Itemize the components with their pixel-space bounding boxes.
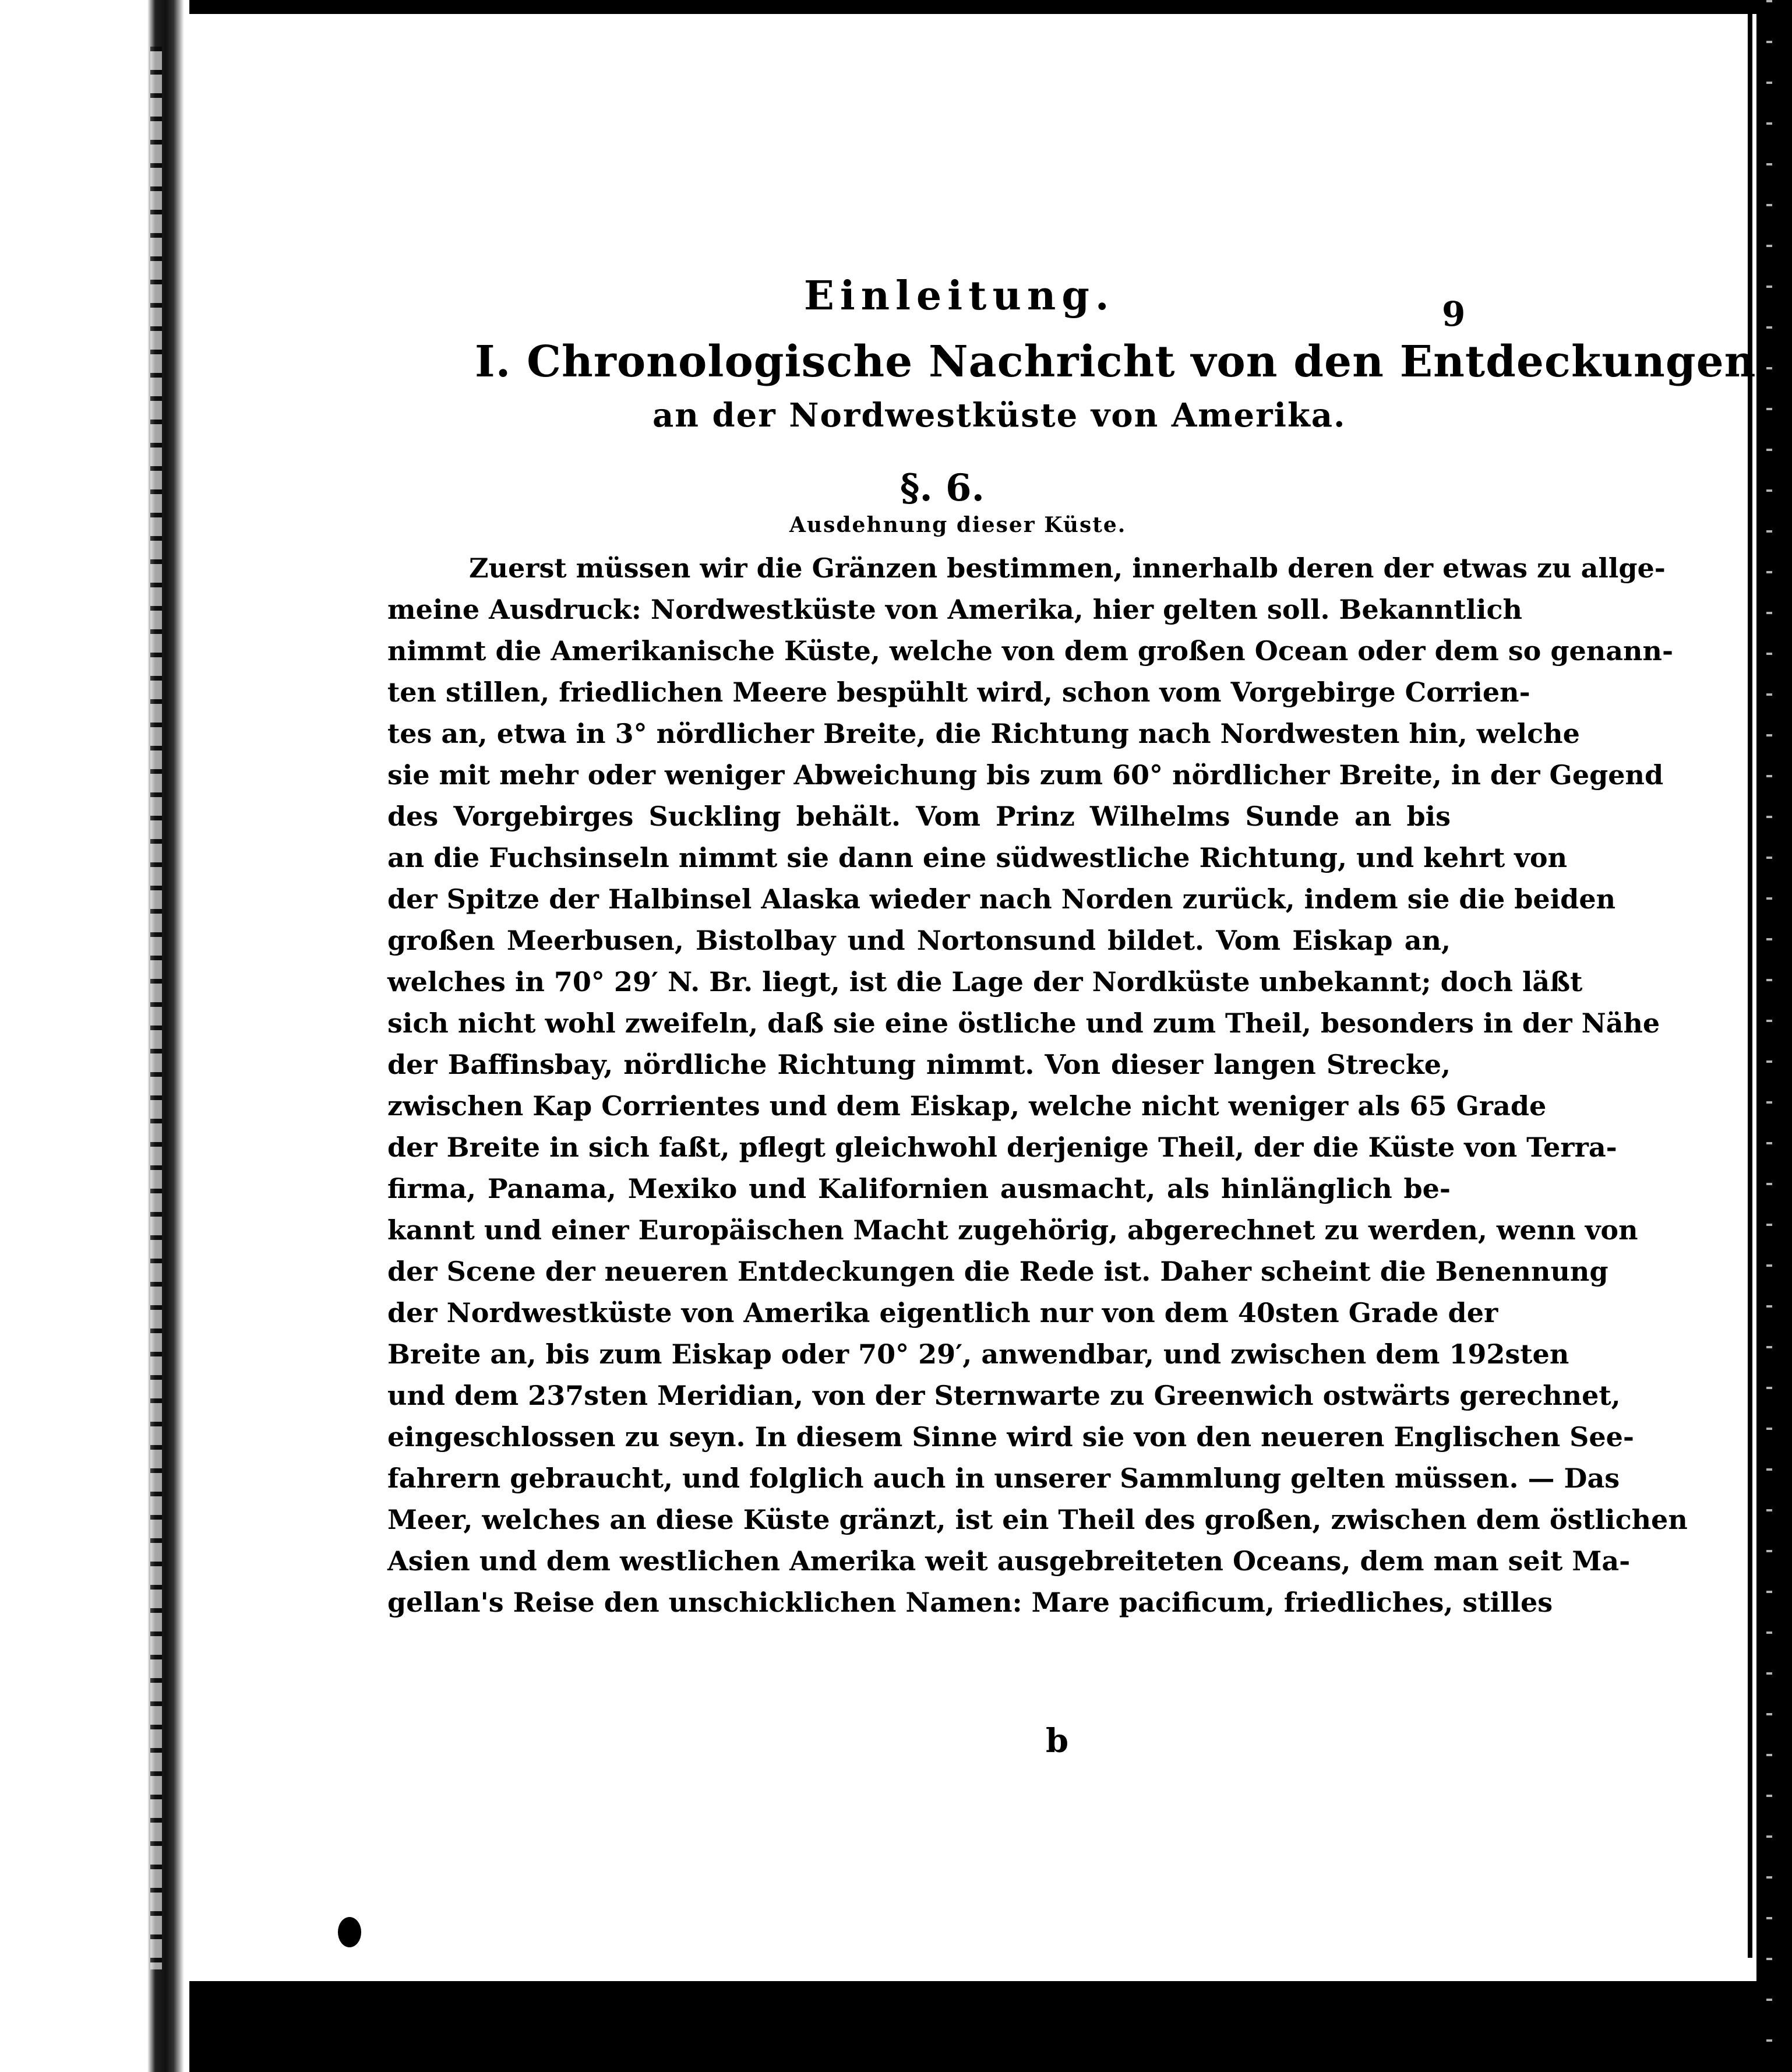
body-line: Zuerst müssen wir die Gränzen bestimmen, innerhalb deren der etwas zu allge- (469, 552, 1666, 584)
page-number: 9 (1442, 294, 1466, 334)
section-title: I. Chronologische Nachricht von den Entdeckungen (475, 337, 1756, 387)
body-line: der Scene der neueren Entdeckungen die Rede ist. Daher scheint die Benennung (387, 1256, 1608, 1287)
body-line: fahrern gebraucht, und folglich auch in unserer Sammlung gelten müssen. — Das (387, 1463, 1620, 1494)
body-line: sie mit mehr oder weniger Abweichung bis zum 60° nördlicher Breite, in der Gegend (387, 759, 1664, 791)
body-line: großen Meerbusen, Bistolbay und Nortonsund bildet. Vom Eiskap an, (387, 925, 1451, 956)
body-line: nimmt die Amerikanische Küste, welche von dem großen Ocean oder dem so genann- (387, 635, 1674, 667)
body-line: eingeschlossen zu seyn. In diesem Sinne wird sie von den neueren Englischen See- (387, 1421, 1635, 1453)
ink-blot (338, 1917, 361, 1947)
body-line: der Spitze der Halbinsel Alaska wieder nach Norden zurück, indem sie die beiden (387, 883, 1616, 915)
bottom-scan-border (189, 1987, 1756, 2072)
bottom-page-edge (189, 1958, 1756, 1989)
paragraph-number: §. 6. (900, 466, 985, 510)
book-gutter (137, 0, 189, 2072)
body-line: an die Fuchsinseln nimmt sie dann eine südwestliche Richtung, und kehrt von (387, 842, 1568, 873)
body-line: sich nicht wohl zweifeln, daß sie eine östliche und zum Theil, besonders in der Nähe (387, 1007, 1660, 1039)
section-subtitle: an der Nordwestküste von Amerika. (652, 396, 1346, 435)
signature-mark: b (1046, 1722, 1069, 1760)
gutter-binding-marks (150, 47, 162, 1969)
body-line: des Vorgebirges Suckling behält. Vom Prinz Wilhelms Sunde an bis (387, 801, 1451, 832)
paragraph-heading: Ausdehnung dieser Küste. (789, 513, 1127, 537)
body-line: Meer, welches an diese Küste gränzt, ist ein Theil des großen, zwischen dem östlichen (387, 1504, 1688, 1535)
body-line: gellan's Reise den unschicklichen Namen: Mare pacificum, friedliches, stilles (387, 1587, 1553, 1618)
body-line: der Breite in sich faßt, pflegt gleichwohl derjenige Theil, der die Küste von Terra- (387, 1132, 1617, 1163)
body-line: welches in 70° 29′ N. Br. liegt, ist die Lage der Nordküste unbekannt; doch läßt (387, 966, 1583, 998)
page-edge-line (1748, 0, 1752, 2072)
body-text (387, 548, 1688, 1623)
body-line: meine Ausdruck: Nordwestküste von Amerika, hier gelten soll. Bekanntlich (387, 594, 1522, 625)
top-scan-border (189, 0, 1756, 14)
right-scan-border (1756, 0, 1792, 2072)
body-line: der Nordwestküste von Amerika eigentlich nur von dem 40sten Grade der (387, 1297, 1498, 1329)
body-line: und dem 237sten Meridian, von der Sternwarte zu Greenwich ostwärts gerechnet, (387, 1380, 1621, 1411)
body-line: der Baffinsbay, nördliche Richtung nimmt. Von dieser langen Strecke, (387, 1049, 1451, 1080)
ink-speck (274, 2039, 282, 2048)
body-line: Asien und dem westlichen Amerika weit ausgebreiteten Oceans, dem man seit Ma- (387, 1545, 1631, 1577)
body-line: firma, Panama, Mexiko und Kalifornien ausmacht, als hinlänglich be- (387, 1173, 1451, 1204)
body-line: tes an, etwa in 3° nördlicher Breite, die Richtung nach Nordwesten hin, welche (387, 718, 1580, 749)
body-line: zwischen Kap Corrientes und dem Eiskap, welche nicht weniger als 65 Grade (387, 1090, 1547, 1122)
body-line: kannt und einer Europäischen Macht zugehörig, abgerechnet zu werden, wenn von (387, 1214, 1638, 1246)
running-head: Einleitung. (804, 273, 1115, 319)
right-edge-marks (1766, 0, 1772, 2072)
body-line: ten stillen, friedlichen Meere bespühlt wird, schon vom Vorgebirge Corrien- (387, 676, 1530, 708)
body-line: Breite an, bis zum Eiskap oder 70° 29′, anwendbar, und zwischen dem 192sten (387, 1338, 1569, 1370)
